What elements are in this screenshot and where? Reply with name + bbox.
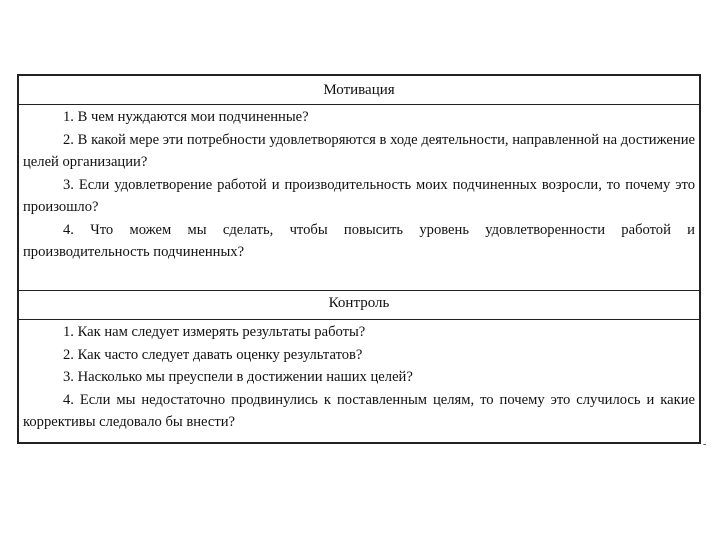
control-item-4: 4. Если мы недостаточно продвинулись к поставленным целям, то почему это случилось и какие коррективы следовало бы внести? bbox=[23, 391, 695, 430]
section-divider bbox=[19, 290, 699, 291]
motivation-header bbox=[19, 80, 699, 100]
control-header-divider bbox=[19, 319, 699, 320]
motivation-item-3: 3. Если удовлетворение работой и производительность моих подчиненных возросли, то почему это произошло? bbox=[23, 176, 695, 215]
page-mark: - bbox=[703, 439, 707, 450]
motivation-body bbox=[19, 106, 699, 264]
motivation-item-4: 4. Что можем мы сделать, чтобы повысить уровень удовлетворенности работой и производительность подчиненных? bbox=[23, 221, 695, 260]
control-title: Контроль bbox=[328, 295, 390, 311]
motivation-item-2: 2. В какой мере эти потребности удовлетворяются в ходе деятельности, направленной на достижение целей организации? bbox=[23, 131, 695, 170]
control-item-1: 1. Как нам следует измерять результаты работы? bbox=[63, 324, 366, 340]
control-body bbox=[19, 321, 699, 434]
motivation-header-divider bbox=[19, 104, 699, 105]
motivation-title: Мотивация bbox=[323, 82, 395, 98]
control-item-2: 2. Как часто следует давать оценку результатов? bbox=[63, 346, 363, 363]
control-item-3: 3. Насколько мы преуспели в достижении наших целей? bbox=[63, 369, 413, 385]
control-header bbox=[19, 293, 699, 313]
questions-table bbox=[17, 74, 701, 444]
motivation-item-1: 1. В чем нуждаются мои подчиненные? bbox=[63, 109, 309, 125]
